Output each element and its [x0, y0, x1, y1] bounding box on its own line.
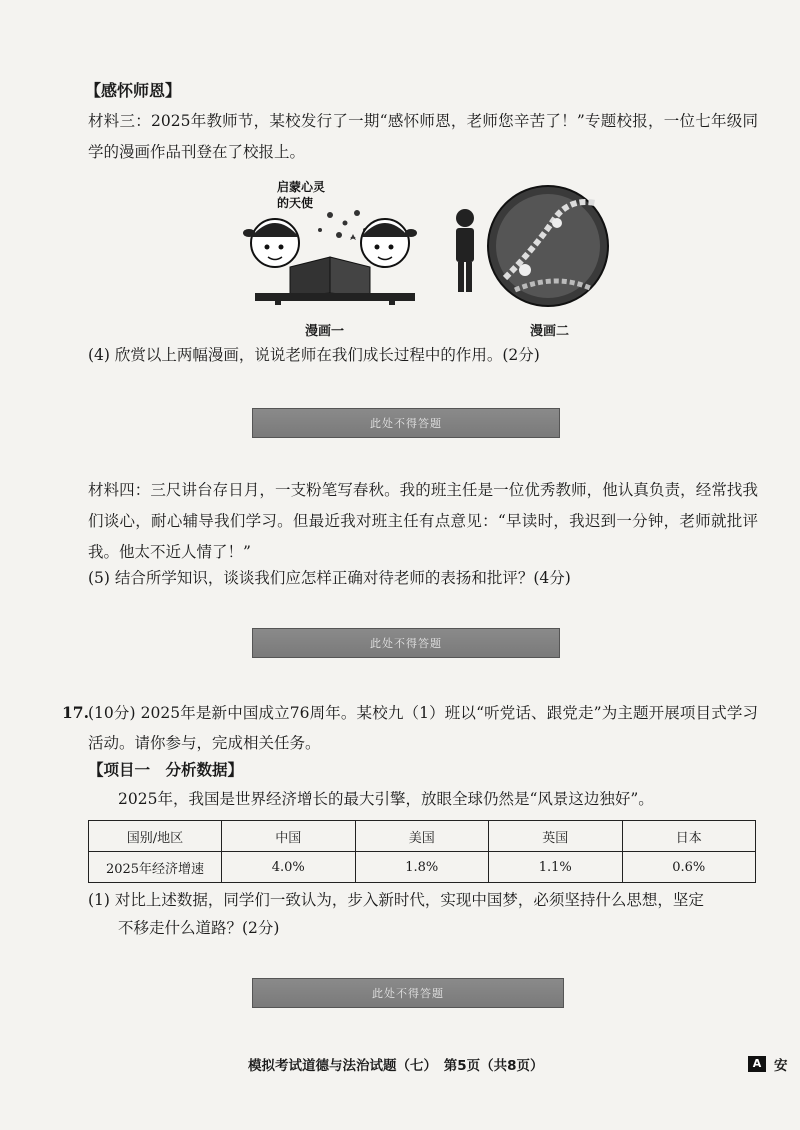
table-header-row — [89, 821, 756, 852]
question-17-1-line2: 不移走什么道路？(2分) — [118, 919, 280, 937]
question-17-stem: (10分) 2025年是新中国成立76周年。某校九（1）班以“听党话、跟党走”为主题开展项目式学习活动。请你参与，完成相关任务。 — [88, 704, 758, 752]
material-3-text: 材料三：2025年教师节，某校发行了一期“感怀师恩，老师您辛苦了！”专题校报，一位七年级同学的漫画作品刊登在了校报上。 — [88, 112, 758, 161]
question-17-number: 17. — [62, 703, 89, 722]
growth-table — [88, 820, 756, 883]
page-footer: 模拟考试道德与法治试题（七） 第5页（共8页） — [248, 1058, 544, 1074]
table-header-cell: 国别/地区 — [89, 821, 222, 852]
table-header-cell: 日本 — [622, 821, 756, 852]
question-17-1-line1: (1) 对比上述数据，同学们一致认为，步入新时代，实现中国梦，必须坚持什么思想，坚定 — [88, 891, 704, 909]
comic-2-caption: 漫画二 — [530, 324, 570, 339]
paper-version-badge: A — [748, 1056, 766, 1072]
comic-1-text-line2: 的天使 — [277, 196, 314, 210]
comic-1-text-line1: 启蒙心灵 — [277, 180, 326, 194]
project-1-intro: 2025年，我国是世界经济增长的最大引擎，放眼全球仍然是“风景这边独好”。 — [118, 790, 654, 808]
project-1-title: 【项目一 分析数据】 — [88, 760, 244, 779]
table-header-cell: 中国 — [222, 821, 356, 852]
material-4-text: 材料四：三尺讲台存日月，一支粉笔写春秋。我的班主任是一位优秀教师，他认真负责，经常找我们谈心，耐心辅导我们学习。但最近我对班主任有点意见：“早读时，我迟到一分钟，老师就批评我。他太不近人情了！” — [88, 481, 758, 561]
table-cell: 1.8% — [355, 852, 489, 883]
no-answer-zone-1: 此处不得答题 — [252, 408, 560, 438]
question-4: (4) 欣赏以上两幅漫画，说说老师在我们成长过程中的作用。(2分) — [88, 346, 540, 364]
table-header-cell: 英国 — [489, 821, 623, 852]
table-row — [89, 852, 756, 883]
no-answer-zone-2: 此处不得答题 — [252, 628, 560, 658]
question-5: (5) 结合所学知识，谈谈我们应怎样正确对待老师的表扬和批评？(4分) — [88, 569, 571, 587]
table-cell: 1.1% — [489, 852, 623, 883]
section-title: 【感怀师恩】 — [85, 81, 182, 100]
comic-1-image — [235, 175, 430, 305]
edge-text: 安 — [774, 1058, 788, 1074]
table-cell: 4.0% — [222, 852, 356, 883]
table-cell: 2025年经济增速 — [89, 852, 222, 883]
table-header-cell: 美国 — [355, 821, 489, 852]
comic-1-caption: 漫画一 — [305, 324, 345, 339]
table-cell: 0.6% — [622, 852, 756, 883]
comic-2-image — [445, 178, 615, 308]
no-answer-zone-3: 此处不得答题 — [252, 978, 564, 1008]
